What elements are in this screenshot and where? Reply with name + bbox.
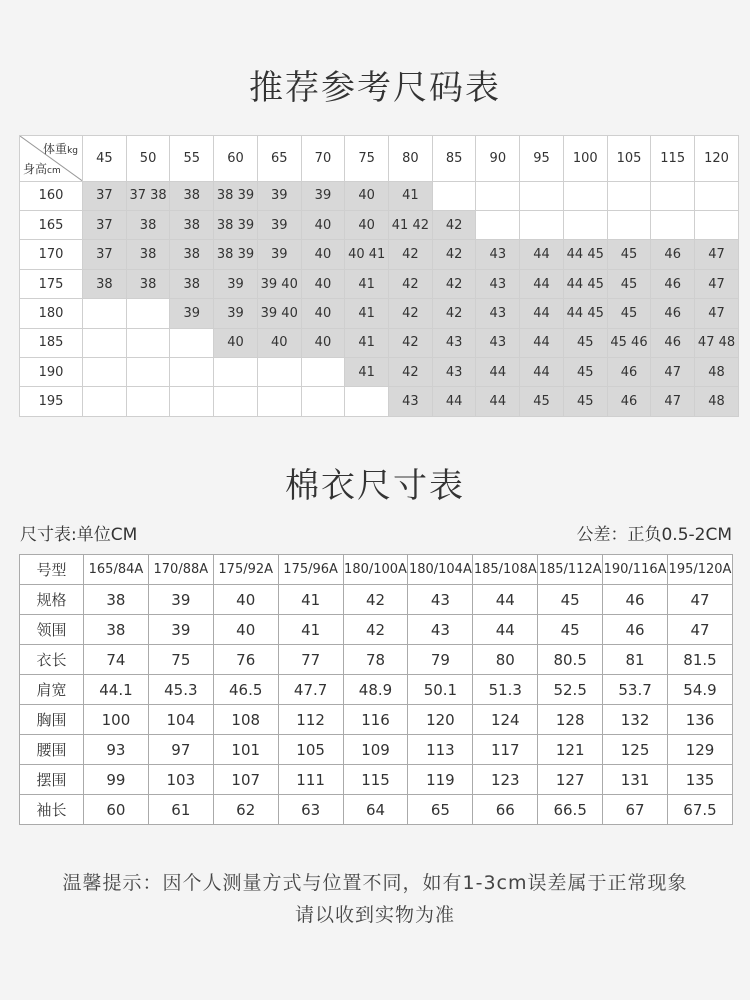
measure-value: 67.5 [668,795,733,825]
recommend-size-cell [476,181,520,210]
measure-value: 51.3 [473,675,538,705]
recommend-size-cell: 42 [389,328,433,357]
measure-value: 45 [538,585,603,615]
measure-value: 105 [278,735,343,765]
recommend-size-cell: 43 [476,328,520,357]
recommend-size-cell [170,328,214,357]
recommend-size-cell: 44 [476,387,520,417]
measure-value: 109 [343,735,408,765]
measure-value: 115 [343,765,408,795]
measure-value: 75 [148,645,213,675]
measure-value: 67 [603,795,668,825]
recommend-size-cell: 38 [126,240,170,269]
recommend-size-cell: 38 [126,269,170,298]
recommend-size-cell: 42 [389,299,433,328]
model-header-cell: 180/104A [408,555,473,585]
measure-value: 38 [84,585,149,615]
weight-header-80: 80 [389,136,433,182]
measure-value: 117 [473,735,538,765]
model-header-cell: 190/116A [603,555,668,585]
height-axis-label: 身高cm [23,161,61,176]
recommend-size-cell: 46 [607,387,651,417]
measure-value: 47 [668,585,733,615]
size-chart-title: 棉衣尺寸表 [285,466,465,506]
recommend-size-cell: 40 [301,211,345,240]
size-row [20,615,733,645]
recommend-row-190 [20,358,739,387]
recommend-size-cell [83,299,127,328]
measure-value: 62 [213,795,278,825]
model-header-cell: 165/84A [84,555,149,585]
recommend-size-cell: 42 [432,240,476,269]
recommend-size-cell: 38 [126,211,170,240]
size-row [20,735,733,765]
measure-value: 52.5 [538,675,603,705]
measure-value: 113 [408,735,473,765]
recommend-size-cell [607,181,651,210]
measure-value: 42 [343,585,408,615]
model-header-label: 号型 [20,555,84,585]
recommend-size-cell: 44 [432,387,476,417]
measure-value: 81 [603,645,668,675]
measure-value: 104 [148,705,213,735]
measure-value: 44.1 [84,675,149,705]
model-header-cell: 175/92A [213,555,278,585]
recommend-size-cell [126,358,170,387]
weight-header-50: 50 [126,136,170,182]
recommend-size-cell [126,299,170,328]
height-header-175: 175 [20,269,83,298]
model-header-cell: 170/88A [148,555,213,585]
recommend-size-cell: 44 45 [563,269,607,298]
weight-header-90: 90 [476,136,520,182]
tolerance-note: 公差：正负0.5-2CM [576,525,732,545]
measure-value: 107 [213,765,278,795]
measure-value: 46.5 [213,675,278,705]
weight-header-105: 105 [607,136,651,182]
recommend-size-cell: 38 39 [214,211,258,240]
weight-header-120: 120 [695,136,739,182]
measure-value: 136 [668,705,733,735]
recommend-size-cell: 41 [345,269,389,298]
recommend-size-cell: 40 [301,269,345,298]
recommend-size-cell [83,358,127,387]
recommend-header-row [20,136,739,182]
recommend-size-cell: 45 [607,269,651,298]
recommend-size-cell: 43 [389,387,433,417]
recommend-size-cell: 47 [695,269,739,298]
measure-value: 128 [538,705,603,735]
measure-value: 40 [213,615,278,645]
recommend-size-cell: 38 39 [214,240,258,269]
model-header-cell: 185/112A [538,555,603,585]
recommend-size-table [19,135,739,417]
recommend-size-cell: 38 [170,211,214,240]
recommend-size-cell: 45 [563,387,607,417]
recommend-size-cell: 43 [476,299,520,328]
recommend-size-cell [563,211,607,240]
measure-value: 101 [213,735,278,765]
measure-label: 肩宽 [20,675,84,705]
recommend-size-cell: 45 [563,328,607,357]
measure-value: 40 [213,585,278,615]
weight-header-70: 70 [301,136,345,182]
measure-value: 111 [278,765,343,795]
measure-value: 76 [213,645,278,675]
size-row [20,705,733,735]
measure-value: 39 [148,585,213,615]
recommend-row-160 [20,181,739,210]
recommend-size-cell [345,387,389,417]
recommend-size-cell: 41 [345,358,389,387]
recommend-size-cell: 42 [389,269,433,298]
size-row [20,675,733,705]
recommend-size-cell [520,211,564,240]
recommend-size-cell: 43 [476,269,520,298]
measure-value: 66 [473,795,538,825]
recommend-size-cell: 46 [651,240,695,269]
recommend-size-cell: 41 [389,181,433,210]
weight-header-45: 45 [83,136,127,182]
measure-value: 103 [148,765,213,795]
recommend-size-cell: 42 [389,240,433,269]
recommend-size-cell: 44 [520,240,564,269]
measure-value: 41 [278,615,343,645]
recommend-size-cell: 42 [432,211,476,240]
measure-value: 64 [343,795,408,825]
measure-value: 44 [473,615,538,645]
height-header-195: 195 [20,387,83,417]
measure-value: 80.5 [538,645,603,675]
measure-value: 46 [603,585,668,615]
recommend-size-cell [170,387,214,417]
measure-value: 131 [603,765,668,795]
recommend-size-cell: 45 [607,240,651,269]
recommend-size-cell: 38 [170,269,214,298]
recommend-size-cell: 47 [651,358,695,387]
recommend-size-cell: 44 [476,358,520,387]
recommend-size-cell: 41 42 [389,211,433,240]
model-header-cell: 180/100A [343,555,408,585]
recommend-size-cell: 37 [83,240,127,269]
weight-header-65: 65 [257,136,301,182]
recommend-size-cell: 44 [520,299,564,328]
measure-value: 116 [343,705,408,735]
recommend-size-cell: 44 45 [563,299,607,328]
weight-header-55: 55 [170,136,214,182]
weight-header-75: 75 [345,136,389,182]
measure-value: 124 [473,705,538,735]
recommend-size-cell: 47 [695,299,739,328]
height-header-165: 165 [20,211,83,240]
measure-value: 63 [278,795,343,825]
recommend-size-cell: 45 [563,358,607,387]
measure-label: 摆围 [20,765,84,795]
recommend-row-175 [20,269,739,298]
recommend-row-165 [20,211,739,240]
corner-header-cell [20,136,83,182]
recommend-size-cell [607,211,651,240]
measure-value: 43 [408,585,473,615]
tip-line-1: 温馨提示：因个人测量方式与位置不同，如有1-3cm误差属于正常现象 [62,872,688,894]
recommend-size-cell: 42 [432,269,476,298]
measure-value: 74 [84,645,149,675]
recommend-size-cell: 39 [257,181,301,210]
measure-value: 44 [473,585,538,615]
recommend-size-cell: 39 40 [257,299,301,328]
recommend-size-cell [214,358,258,387]
measure-value: 77 [278,645,343,675]
recommend-size-cell: 45 [520,387,564,417]
weight-header-85: 85 [432,136,476,182]
recommend-size-cell: 44 45 [563,240,607,269]
recommend-size-cell: 40 [301,299,345,328]
measure-value: 66.5 [538,795,603,825]
recommend-size-cell: 38 [83,269,127,298]
height-header-160: 160 [20,181,83,210]
recommend-size-cell: 38 [170,181,214,210]
recommend-size-cell: 38 39 [214,181,258,210]
recommend-size-cell: 40 [214,328,258,357]
measure-value: 127 [538,765,603,795]
recommend-size-cell: 41 [345,328,389,357]
recommend-size-cell [214,387,258,417]
measure-value: 38 [84,615,149,645]
recommend-size-cell: 38 [170,240,214,269]
recommend-size-cell [520,181,564,210]
measure-value: 123 [473,765,538,795]
recommend-size-cell [695,211,739,240]
size-row [20,765,733,795]
recommend-title: 推荐参考尺码表 [249,68,501,108]
measure-label: 腰围 [20,735,84,765]
recommend-size-cell: 44 [520,328,564,357]
recommend-size-cell [126,328,170,357]
recommend-row-185 [20,328,739,357]
measure-value: 80 [473,645,538,675]
recommend-size-cell: 45 [607,299,651,328]
recommend-size-cell [83,328,127,357]
recommend-size-cell [257,358,301,387]
size-header-row [20,555,733,585]
recommend-size-cell: 44 [520,269,564,298]
recommend-size-cell: 45 46 [607,328,651,357]
recommend-size-cell: 40 [345,211,389,240]
recommend-size-cell: 40 [301,328,345,357]
measure-value: 65 [408,795,473,825]
recommend-size-cell: 42 [389,358,433,387]
measure-value: 50.1 [408,675,473,705]
recommend-size-cell: 40 [301,240,345,269]
measure-value: 47 [668,615,733,645]
recommend-size-cell [651,211,695,240]
recommend-size-cell: 40 [345,181,389,210]
recommend-size-cell [301,387,345,417]
weight-header-100: 100 [563,136,607,182]
measure-value: 48.9 [343,675,408,705]
recommend-size-cell: 39 [214,269,258,298]
measure-value: 78 [343,645,408,675]
measure-value: 61 [148,795,213,825]
measure-value: 119 [408,765,473,795]
tip-line-2: 请以收到实物为准 [294,904,455,926]
measure-value: 121 [538,735,603,765]
measure-value: 42 [343,615,408,645]
weight-header-95: 95 [520,136,564,182]
recommend-size-cell: 47 48 [695,328,739,357]
recommend-size-cell [257,387,301,417]
recommend-size-cell: 48 [695,358,739,387]
measure-value: 41 [278,585,343,615]
recommend-row-170 [20,240,739,269]
measure-value: 97 [148,735,213,765]
measure-value: 135 [668,765,733,795]
recommend-size-cell: 40 41 [345,240,389,269]
recommend-size-cell [695,181,739,210]
measure-value: 54.9 [668,675,733,705]
recommend-size-cell: 46 [651,299,695,328]
recommend-size-cell: 39 [214,299,258,328]
recommend-size-cell [563,181,607,210]
measure-value: 79 [408,645,473,675]
measure-value: 46 [603,615,668,645]
measure-label: 衣长 [20,645,84,675]
measure-value: 120 [408,705,473,735]
recommend-size-cell [83,387,127,417]
recommend-size-cell: 46 [651,328,695,357]
model-header-cell: 185/108A [473,555,538,585]
measure-value: 93 [84,735,149,765]
recommend-size-cell: 46 [651,269,695,298]
recommend-size-cell [432,181,476,210]
model-header-cell: 195/120A [668,555,733,585]
recommend-size-cell: 47 [695,240,739,269]
measure-value: 129 [668,735,733,765]
recommend-size-cell: 39 40 [257,269,301,298]
height-header-185: 185 [20,328,83,357]
measure-label: 胸围 [20,705,84,735]
weight-header-115: 115 [651,136,695,182]
recommend-size-cell: 40 [257,328,301,357]
measure-value: 45 [538,615,603,645]
measure-label: 规格 [20,585,84,615]
recommend-row-180 [20,299,739,328]
size-row [20,795,733,825]
recommend-size-cell: 46 [607,358,651,387]
garment-size-table [19,554,733,825]
recommend-size-cell: 37 [83,181,127,210]
recommend-size-cell: 39 [301,181,345,210]
recommend-size-cell: 41 [345,299,389,328]
recommend-size-cell: 39 [257,211,301,240]
recommend-size-cell: 44 [520,358,564,387]
recommend-size-cell [301,358,345,387]
measure-label: 领围 [20,615,84,645]
size-row [20,585,733,615]
measure-value: 60 [84,795,149,825]
recommend-size-cell: 43 [432,358,476,387]
measure-label: 袖长 [20,795,84,825]
weight-header-60: 60 [214,136,258,182]
measure-value: 99 [84,765,149,795]
height-header-180: 180 [20,299,83,328]
measure-value: 81.5 [668,645,733,675]
recommend-row-195 [20,387,739,417]
recommend-size-cell [651,181,695,210]
measure-value: 53.7 [603,675,668,705]
height-header-190: 190 [20,358,83,387]
recommend-size-cell [170,358,214,387]
recommend-size-cell: 39 [170,299,214,328]
size-row [20,645,733,675]
unit-note: 尺寸表:单位CM [20,525,138,545]
measure-value: 45.3 [148,675,213,705]
recommend-size-cell: 39 [257,240,301,269]
measure-value: 132 [603,705,668,735]
height-header-170: 170 [20,240,83,269]
measure-value: 47.7 [278,675,343,705]
measure-value: 108 [213,705,278,735]
weight-axis-label: 体重kg [43,142,78,156]
recommend-size-cell: 43 [432,328,476,357]
recommend-size-cell: 47 [651,387,695,417]
recommend-size-cell [126,387,170,417]
measure-value: 125 [603,735,668,765]
measure-value: 112 [278,705,343,735]
recommend-size-cell: 37 38 [126,181,170,210]
recommend-size-cell: 43 [476,240,520,269]
recommend-size-cell: 48 [695,387,739,417]
recommend-size-cell: 42 [432,299,476,328]
measure-value: 100 [84,705,149,735]
model-header-cell: 175/96A [278,555,343,585]
recommend-size-cell: 37 [83,211,127,240]
measure-value: 43 [408,615,473,645]
recommend-size-cell [476,211,520,240]
measure-value: 39 [148,615,213,645]
